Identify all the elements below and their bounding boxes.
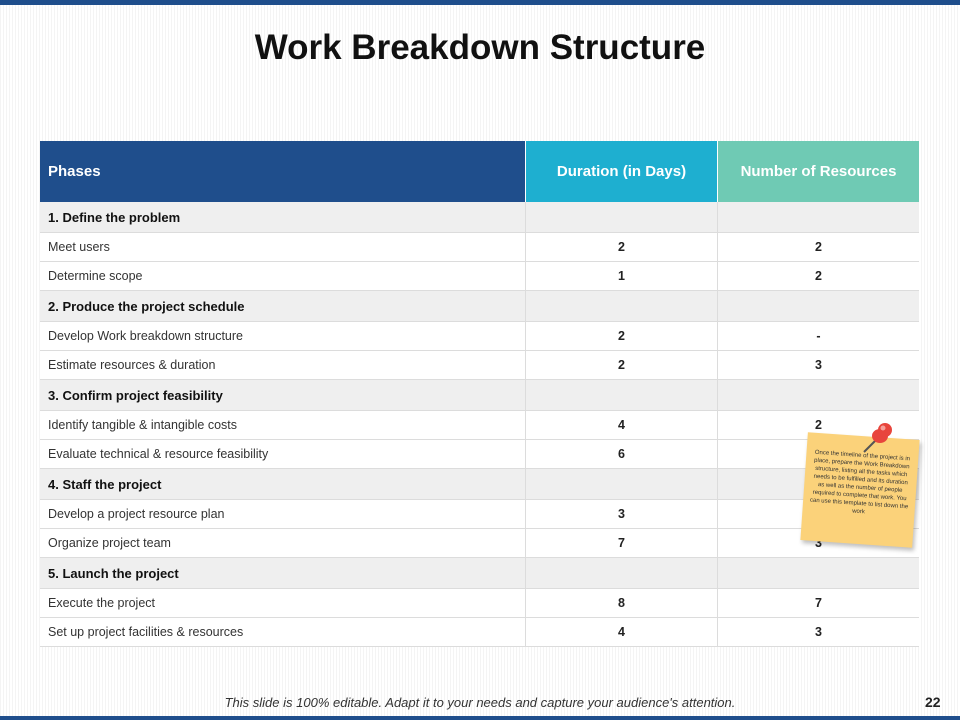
task-row (40, 618, 919, 647)
phase-row (40, 202, 919, 233)
task-name: Meet users (40, 233, 526, 262)
task-duration: 3 (526, 500, 718, 529)
header-resources: Number of Resources (718, 141, 920, 202)
task-row (40, 440, 919, 469)
task-resources: 3 (718, 529, 920, 558)
task-name: Develop Work breakdown structure (40, 322, 526, 351)
task-resources: 2 (718, 411, 920, 440)
task-name: Identify tangible & intangible costs (40, 411, 526, 440)
task-duration: 6 (526, 440, 718, 469)
bottom-accent-bar (0, 716, 960, 720)
task-row (40, 589, 919, 618)
header-duration: Duration (in Days) (526, 141, 718, 202)
task-row (40, 322, 919, 351)
top-accent-bar (0, 0, 960, 5)
table-header-row (40, 141, 919, 202)
task-duration: 8 (526, 589, 718, 618)
task-duration: 1 (526, 262, 718, 291)
task-row (40, 351, 919, 380)
task-duration: 4 (526, 411, 718, 440)
task-row (40, 500, 919, 529)
task-resources: 3 (718, 618, 920, 647)
task-duration: 2 (526, 322, 718, 351)
phase-row (40, 291, 919, 322)
task-row (40, 411, 919, 440)
task-resources: 3 (718, 351, 920, 380)
phase-row (40, 469, 919, 500)
task-resources: - (718, 322, 920, 351)
phase-name: 5. Launch the project (40, 558, 526, 589)
task-name: Develop a project resource plan (40, 500, 526, 529)
task-resources: 2 (718, 262, 920, 291)
task-name: Organize project team (40, 529, 526, 558)
phase-row (40, 380, 919, 411)
footer-note: This slide is 100% editable. Adapt it to your needs and capture your audience's attention. (224, 695, 736, 710)
slide-title: Work Breakdown Structure (254, 28, 706, 67)
task-name: Execute the project (40, 589, 526, 618)
phase-row (40, 558, 919, 589)
task-duration: 7 (526, 529, 718, 558)
task-row (40, 529, 919, 558)
task-name: Estimate resources & duration (40, 351, 526, 380)
task-name: Set up project facilities & resources (40, 618, 526, 647)
phase-name: 1. Define the problem (40, 202, 526, 233)
page-number: 22 (925, 694, 941, 710)
pushpin-icon (858, 418, 898, 458)
task-resources: 7 (718, 589, 920, 618)
phase-name: 2. Produce the project schedule (40, 291, 526, 322)
header-phases: Phases (40, 141, 526, 202)
task-resources: 2 (718, 233, 920, 262)
task-duration: 4 (526, 618, 718, 647)
task-name: Evaluate technical & resource feasibility (40, 440, 526, 469)
phase-name: 3. Confirm project feasibility (40, 380, 526, 411)
task-duration: 2 (526, 233, 718, 262)
phase-name: 4. Staff the project (40, 469, 526, 500)
task-name: Determine scope (40, 262, 526, 291)
task-row (40, 262, 919, 291)
sticky-note-text: Once the timeline of the project is in place, prepare the Work Breakdown structure, listing all the tasks which needs to be fulfilled and its duration as well as the number of people required to complete that work. You can use this template to list down the work (809, 449, 911, 516)
wbs-table (40, 141, 919, 647)
task-row (40, 233, 919, 262)
task-duration: 2 (526, 351, 718, 380)
